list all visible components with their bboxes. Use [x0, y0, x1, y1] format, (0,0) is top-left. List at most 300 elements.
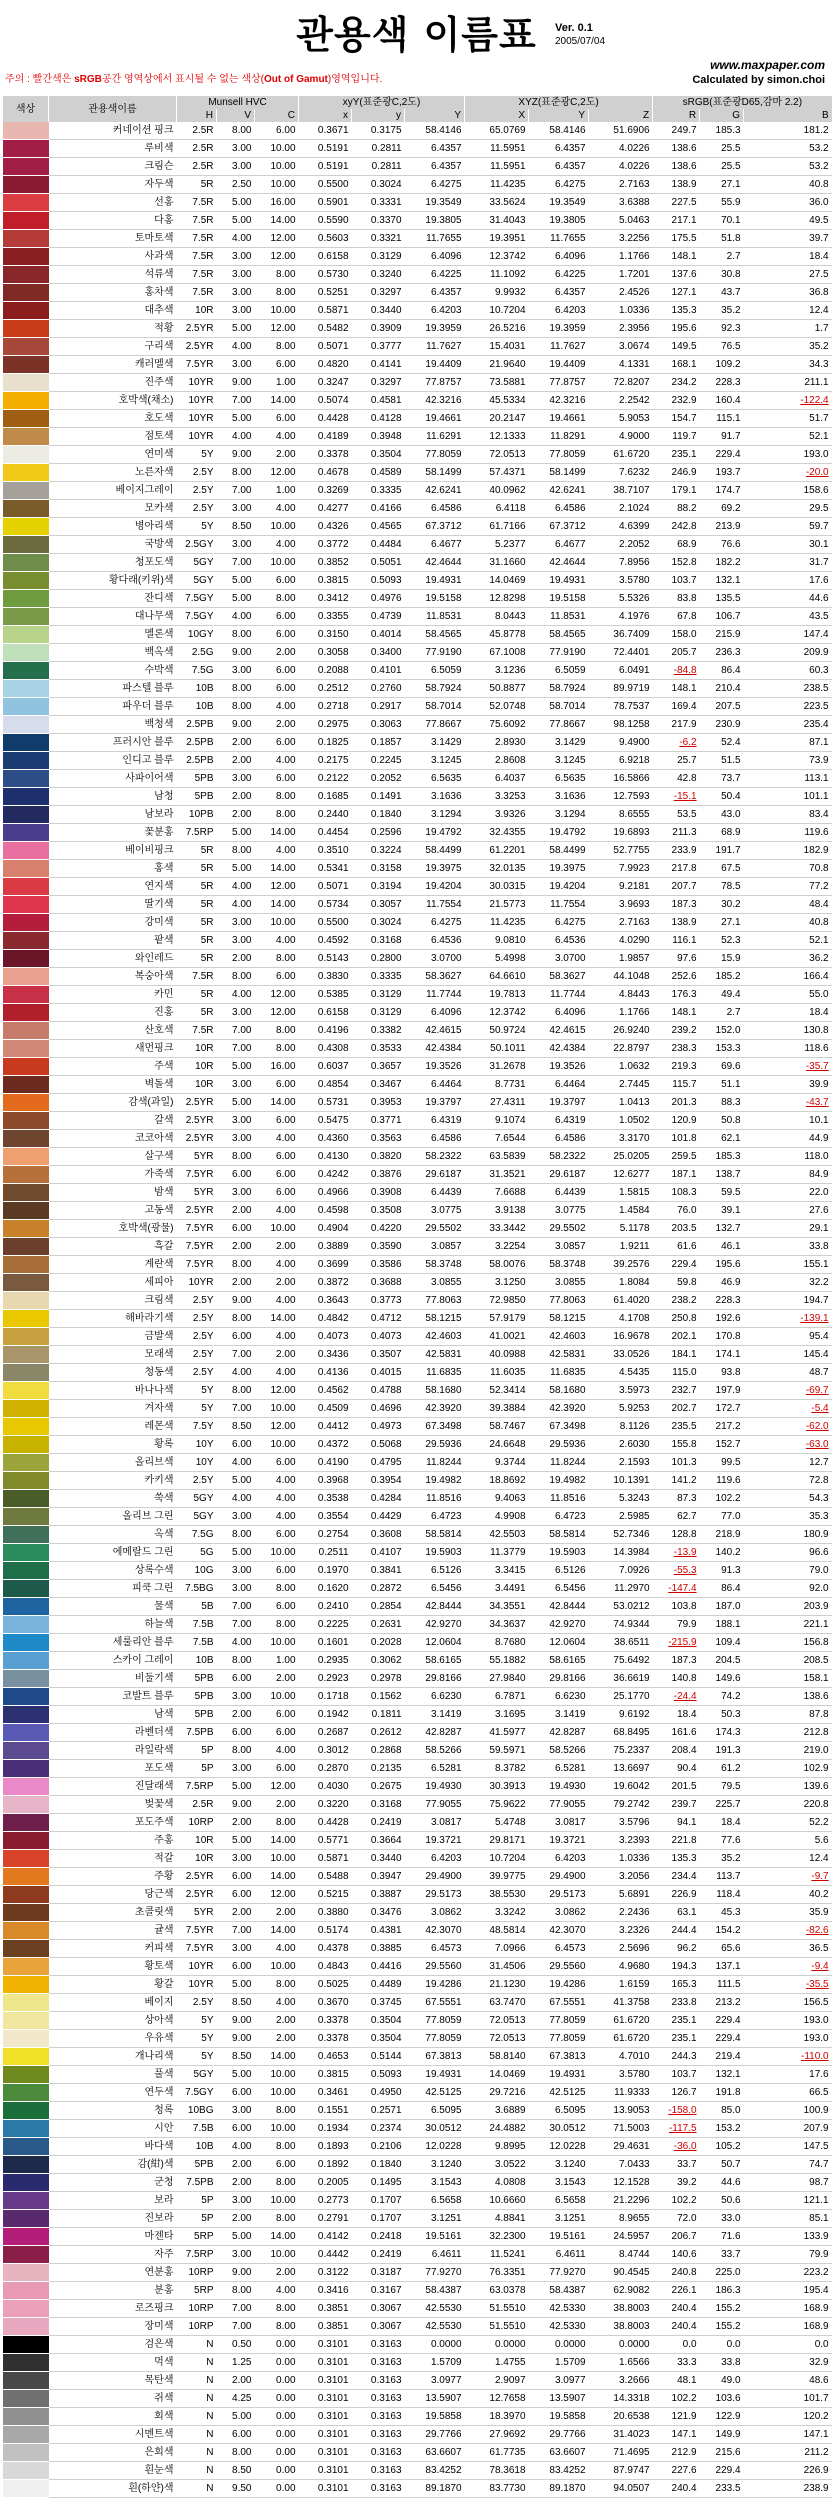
cell-r: 76.0 [653, 1202, 700, 1220]
cell-c: 14.00 [255, 896, 299, 914]
color-swatch [3, 1562, 49, 1580]
color-name: 흰눈색 [49, 2462, 177, 2480]
cell-c: 4.00 [255, 1472, 299, 1490]
cell-Y2: 58.4499 [529, 842, 589, 860]
cell-x: 0.3671 [299, 122, 352, 140]
cell-Y2: 42.4644 [529, 554, 589, 572]
cell-X: 6.7871 [465, 1688, 529, 1706]
cell-X: 21.1230 [465, 1976, 529, 1994]
color-swatch [3, 1778, 49, 1796]
cell-Y: 30.0512 [405, 2120, 465, 2138]
cell-h: 5P [177, 1760, 217, 1778]
cell-Z: 4.0290 [589, 932, 653, 950]
cell-x: 0.4820 [299, 356, 352, 374]
table-row [3, 1040, 832, 1058]
cell-r: 179.1 [653, 482, 700, 500]
cell-g: 52.3 [700, 932, 744, 950]
cell-r: 152.8 [653, 554, 700, 572]
cell-y: 0.2800 [352, 950, 405, 968]
cell-Z: 62.9082 [589, 2282, 653, 2300]
color-swatch [3, 1670, 49, 1688]
color-swatch [3, 2228, 49, 2246]
cell-Z: 52.7346 [589, 1526, 653, 1544]
cell-h: 7.5YR [177, 1256, 217, 1274]
cell-Z: 38.8003 [589, 2318, 653, 2336]
cell-Z: 4.9000 [589, 428, 653, 446]
cell-h: 5B [177, 1598, 217, 1616]
cell-Y: 42.4644 [405, 554, 465, 572]
cell-v: 5.00 [217, 2228, 255, 2246]
color-swatch [3, 2246, 49, 2264]
cell-x: 0.4562 [299, 1382, 352, 1400]
cell-b: 54.3 [744, 1490, 832, 1508]
color-name: 노른자색 [49, 464, 177, 482]
cell-Y: 6.4573 [405, 1940, 465, 1958]
cell-X: 12.3742 [465, 248, 529, 266]
cell-x: 0.1718 [299, 1688, 352, 1706]
cell-g: 76.6 [700, 536, 744, 554]
cell-x: 0.4242 [299, 1166, 352, 1184]
cell-h: 5R [177, 932, 217, 950]
table-row [3, 2264, 832, 2282]
cell-y: 0.2106 [352, 2138, 405, 2156]
cell-X: 10.7204 [465, 302, 529, 320]
cell-b: 119.6 [744, 824, 832, 842]
cell-Z: 3.3170 [589, 1130, 653, 1148]
cell-Y: 0.0000 [405, 2336, 465, 2354]
cell-c: 10.00 [255, 554, 299, 572]
cell-v: 6.00 [217, 1886, 255, 1904]
color-swatch [3, 1688, 49, 1706]
cell-b: 52.2 [744, 1814, 832, 1832]
cell-b: 223.2 [744, 2264, 832, 2282]
color-name: 캐러멜색 [49, 356, 177, 374]
cell-r: 147.1 [653, 2426, 700, 2444]
cell-h: 7.5GY [177, 608, 217, 626]
cell-h: 2.5Y [177, 1994, 217, 2012]
cell-X: 52.0748 [465, 698, 529, 716]
cell-v: 3.00 [217, 662, 255, 680]
cell-c: 8.00 [255, 806, 299, 824]
cell-X: 8.0443 [465, 608, 529, 626]
cell-r: 240.4 [653, 2300, 700, 2318]
cell-b: 40.2 [744, 1886, 832, 1904]
color-swatch [3, 2084, 49, 2102]
table-row [3, 1256, 832, 1274]
cell-Y2: 11.7744 [529, 986, 589, 1004]
cell-X: 3.3242 [465, 1904, 529, 1922]
cell-r: 53.5 [653, 806, 700, 824]
cell-X: 3.3415 [465, 1562, 529, 1580]
cell-X: 63.0378 [465, 2282, 529, 2300]
color-name: 계란색 [49, 1256, 177, 1274]
cell-x: 0.5341 [299, 860, 352, 878]
cell-r: 259.5 [653, 1148, 700, 1166]
color-name: 베이비핑크 [49, 842, 177, 860]
cell-Z: 1.0632 [589, 1058, 653, 1076]
cell-Y2: 67.3498 [529, 1418, 589, 1436]
cell-Y: 3.1245 [405, 752, 465, 770]
cell-h: 7.5YR [177, 1940, 217, 1958]
cell-x: 0.3058 [299, 644, 352, 662]
cell-r: 201.3 [653, 1094, 700, 1112]
cell-v: 3.00 [217, 2102, 255, 2120]
cell-v: 9.00 [217, 2264, 255, 2282]
color-swatch [3, 1256, 49, 1274]
cell-b: -110.0 [744, 2048, 832, 2066]
cell-g: 229.4 [700, 446, 744, 464]
cell-X: 15.4031 [465, 338, 529, 356]
cell-x: 0.4136 [299, 1364, 352, 1382]
cell-X: 18.3970 [465, 2408, 529, 2426]
table-row [3, 1508, 832, 1526]
cell-y: 0.2596 [352, 824, 405, 842]
cell-b: 226.9 [744, 2462, 832, 2480]
cell-c: 2.00 [255, 1796, 299, 1814]
cell-r: 202.7 [653, 1400, 700, 1418]
cell-v: 3.00 [217, 1004, 255, 1022]
cell-Y2: 42.4384 [529, 1040, 589, 1058]
cell-v: 5.00 [217, 2066, 255, 2084]
cell-v: 8.00 [217, 626, 255, 644]
cell-Y2: 3.0857 [529, 1238, 589, 1256]
cell-x: 0.3815 [299, 572, 352, 590]
cell-v: 5.00 [217, 320, 255, 338]
cell-x: 0.3416 [299, 2282, 352, 2300]
table-row [3, 1436, 832, 1454]
cell-X: 75.6092 [465, 716, 529, 734]
cell-b: 73.9 [744, 752, 832, 770]
cell-Y2: 6.4357 [529, 158, 589, 176]
cell-y: 0.3608 [352, 1526, 405, 1544]
cell-h: 7.5R [177, 194, 217, 212]
cell-x: 0.4130 [299, 1148, 352, 1166]
color-swatch [3, 914, 49, 932]
table-row [3, 374, 832, 392]
cell-X: 12.1333 [465, 428, 529, 446]
cell-x: 0.4428 [299, 1814, 352, 1832]
cell-Z: 38.7107 [589, 482, 653, 500]
cell-c: 6.00 [255, 1598, 299, 1616]
cell-X: 21.9640 [465, 356, 529, 374]
color-swatch [3, 2174, 49, 2192]
cell-Y: 6.4677 [405, 536, 465, 554]
color-swatch [3, 1832, 49, 1850]
cell-Y: 19.4931 [405, 572, 465, 590]
cell-g: 70.1 [700, 212, 744, 230]
cell-c: 4.00 [255, 536, 299, 554]
cell-c: 2.00 [255, 1274, 299, 1292]
cell-r: 33.7 [653, 2156, 700, 2174]
cell-Z: 4.7010 [589, 2048, 653, 2066]
color-swatch [3, 2300, 49, 2318]
cell-y: 0.3948 [352, 428, 405, 446]
cell-x: 0.4598 [299, 1202, 352, 1220]
cell-r: 234.2 [653, 374, 700, 392]
cell-c: 0.00 [255, 2390, 299, 2408]
color-name: 고동색 [49, 1202, 177, 1220]
cell-h: 5YR [177, 1184, 217, 1202]
color-name: 군청 [49, 2174, 177, 2192]
cell-Y2: 19.4661 [529, 410, 589, 428]
cell-X: 42.5503 [465, 1526, 529, 1544]
cell-y: 0.4128 [352, 410, 405, 428]
cell-Z: 68.8495 [589, 1724, 653, 1742]
cell-h: 2.5Y [177, 1472, 217, 1490]
color-name: 꽃분홍 [49, 824, 177, 842]
cell-Z: 7.9923 [589, 860, 653, 878]
color-name: 모래색 [49, 1346, 177, 1364]
cell-c: 2.00 [255, 716, 299, 734]
cell-v: 5.00 [217, 212, 255, 230]
cell-g: 86.4 [700, 1580, 744, 1598]
color-swatch [3, 644, 49, 662]
cell-g: 230.9 [700, 716, 744, 734]
cell-v: 5.00 [217, 1778, 255, 1796]
cell-h: 7.5R [177, 248, 217, 266]
color-swatch [3, 752, 49, 770]
cell-v: 3.00 [217, 1580, 255, 1598]
cell-c: 8.00 [255, 284, 299, 302]
cell-Z: 9.2181 [589, 878, 653, 896]
cell-Y2: 89.1870 [529, 2480, 589, 2498]
color-swatch [3, 1022, 49, 1040]
cell-c: 2.00 [255, 2012, 299, 2030]
cell-c: 0.00 [255, 2408, 299, 2426]
cell-Y: 11.6835 [405, 1364, 465, 1382]
cell-r: 244.3 [653, 2048, 700, 2066]
cell-Z: 75.2337 [589, 1742, 653, 1760]
cell-Y2: 42.6241 [529, 482, 589, 500]
cell-Z: 5.5326 [589, 590, 653, 608]
cell-h: 7.5R [177, 284, 217, 302]
cell-x: 0.5071 [299, 878, 352, 896]
cell-Z: 1.4584 [589, 1202, 653, 1220]
cell-x: 0.2687 [299, 1724, 352, 1742]
cell-v: 3.00 [217, 266, 255, 284]
cell-Y: 19.5161 [405, 2228, 465, 2246]
cell-g: 77.0 [700, 1508, 744, 1526]
color-swatch [3, 1634, 49, 1652]
cell-v: 2.00 [217, 734, 255, 752]
cell-y: 0.3163 [352, 2480, 405, 2498]
cell-v: 6.00 [217, 1328, 255, 1346]
cell-x: 0.5143 [299, 950, 352, 968]
cell-c: 8.00 [255, 2318, 299, 2336]
cell-x: 0.1620 [299, 1580, 352, 1598]
cell-Z: 2.7163 [589, 914, 653, 932]
page-header [0, 0, 833, 96]
cell-X: 48.5814 [465, 1922, 529, 1940]
cell-y: 0.3586 [352, 1256, 405, 1274]
color-name: 팥색 [49, 932, 177, 950]
cell-x: 0.4678 [299, 464, 352, 482]
color-swatch [3, 2372, 49, 2390]
cell-g: 115.1 [700, 410, 744, 428]
cell-Z: 1.9857 [589, 950, 653, 968]
cell-x: 0.3968 [299, 1472, 352, 1490]
cell-b: 36.2 [744, 950, 832, 968]
cell-X: 3.6889 [465, 2102, 529, 2120]
cell-r: -15.1 [653, 788, 700, 806]
cell-Z: 79.2742 [589, 1796, 653, 1814]
cell-r: 103.7 [653, 572, 700, 590]
cell-r: 165.3 [653, 1976, 700, 1994]
cell-y: 0.3504 [352, 446, 405, 464]
cell-X: 3.9326 [465, 806, 529, 824]
cell-r: 137.6 [653, 266, 700, 284]
group-header-row [3, 96, 832, 109]
table-row [3, 1022, 832, 1040]
cell-Y2: 58.1215 [529, 1310, 589, 1328]
cell-b: 147.5 [744, 2138, 832, 2156]
cell-r: -55.3 [653, 1562, 700, 1580]
cell-v: 8.00 [217, 1256, 255, 1274]
cell-r: 217.8 [653, 860, 700, 878]
cell-x: 0.6158 [299, 1004, 352, 1022]
cell-h: 2.5PB [177, 752, 217, 770]
cell-r: 25.7 [653, 752, 700, 770]
color-swatch [3, 1364, 49, 1382]
color-name: 커네이션 핑크 [49, 122, 177, 140]
cell-Z: 4.0226 [589, 140, 653, 158]
table-row [3, 2354, 832, 2372]
cell-Y2: 77.9190 [529, 644, 589, 662]
table-row [3, 608, 832, 626]
color-name: 카키색 [49, 1472, 177, 1490]
cell-Y2: 83.4252 [529, 2462, 589, 2480]
cell-Y: 29.5502 [405, 1220, 465, 1238]
cell-X: 32.0135 [465, 860, 529, 878]
cell-r: -36.0 [653, 2138, 700, 2156]
cell-r: 226.1 [653, 2282, 700, 2300]
cell-y: 0.3163 [352, 2462, 405, 2480]
cell-Y: 12.0604 [405, 1634, 465, 1652]
cell-Y2: 19.4930 [529, 1778, 589, 1796]
cell-Y2: 3.0817 [529, 1814, 589, 1832]
cell-Y2: 29.6187 [529, 1166, 589, 1184]
cell-g: 186.3 [700, 2282, 744, 2300]
table-row [3, 1058, 832, 1076]
cell-y: 0.3467 [352, 1076, 405, 1094]
cell-r: 240.8 [653, 2264, 700, 2282]
color-name: 비둘기색 [49, 1670, 177, 1688]
cell-h: 5R [177, 860, 217, 878]
cell-y: 0.3067 [352, 2300, 405, 2318]
cell-x: 0.3670 [299, 1994, 352, 2012]
cell-r: 169.4 [653, 698, 700, 716]
cell-X: 65.0769 [465, 122, 529, 140]
cell-x: 0.3699 [299, 1256, 352, 1274]
cell-b: 118.6 [744, 1040, 832, 1058]
cell-r: 242.8 [653, 518, 700, 536]
cell-b: 22.0 [744, 1184, 832, 1202]
cell-g: 118.4 [700, 1886, 744, 1904]
cell-Z: 36.7409 [589, 626, 653, 644]
cell-X: 3.1250 [465, 1274, 529, 1292]
site-url[interactable]: www.maxpaper.com [710, 58, 825, 72]
color-name: 남색 [49, 1706, 177, 1724]
cell-y: 0.4739 [352, 608, 405, 626]
cell-Y: 58.5266 [405, 1742, 465, 1760]
color-name: 베이지그레이 [49, 482, 177, 500]
table-row [3, 1526, 832, 1544]
cell-Y: 6.4464 [405, 1076, 465, 1094]
cell-h: 2.5GY [177, 536, 217, 554]
cell-x: 0.4904 [299, 1220, 352, 1238]
color-swatch [3, 896, 49, 914]
color-name-table [2, 96, 832, 2498]
cell-Z: 2.7445 [589, 1076, 653, 1094]
cell-c: 6.00 [255, 1760, 299, 1778]
cell-r: 203.5 [653, 1220, 700, 1238]
cell-b: 147.4 [744, 626, 832, 644]
cell-Z: 2.6030 [589, 1436, 653, 1454]
cell-x: 0.5025 [299, 1976, 352, 1994]
cell-Y: 6.5635 [405, 770, 465, 788]
cell-X: 45.5334 [465, 392, 529, 410]
cell-X: 55.1882 [465, 1652, 529, 1670]
cell-v: 2.00 [217, 788, 255, 806]
cell-x: 0.4190 [299, 1454, 352, 1472]
cell-y: 0.4581 [352, 392, 405, 410]
cell-v: 8.00 [217, 2282, 255, 2300]
table-row [3, 1004, 832, 1022]
table-row [3, 1490, 832, 1508]
date-label: 2005/07/04 [555, 36, 606, 47]
version-label: Ver. 0.1 [555, 22, 593, 34]
cell-y: 0.2811 [352, 158, 405, 176]
cell-g: 149.6 [700, 1670, 744, 1688]
cell-h: 10G [177, 1562, 217, 1580]
cell-c: 1.00 [255, 1652, 299, 1670]
cell-b: 156.8 [744, 1634, 832, 1652]
cell-v: 6.00 [217, 2426, 255, 2444]
cell-h: 7.5PB [177, 1724, 217, 1742]
cell-g: 67.5 [700, 860, 744, 878]
color-name: 인디고 블루 [49, 752, 177, 770]
color-swatch [3, 176, 49, 194]
cell-c: 12.00 [255, 1778, 299, 1796]
color-swatch [3, 2264, 49, 2282]
color-name: 라일락색 [49, 1742, 177, 1760]
cell-Z: 6.0491 [589, 662, 653, 680]
cell-X: 2.8608 [465, 752, 529, 770]
cell-Y: 19.4409 [405, 356, 465, 374]
cell-b: 158.1 [744, 1670, 832, 1688]
cell-Y: 58.6165 [405, 1652, 465, 1670]
cell-r: 103.7 [653, 2066, 700, 2084]
cell-h: 7.5B [177, 1616, 217, 1634]
color-name: 갈색 [49, 1112, 177, 1130]
cell-Z: 98.1258 [589, 716, 653, 734]
cell-g: 140.2 [700, 1544, 744, 1562]
cell-y: 0.3129 [352, 986, 405, 1004]
cell-Y: 77.8667 [405, 716, 465, 734]
cell-Z: 9.4900 [589, 734, 653, 752]
cell-b: -43.7 [744, 1094, 832, 1112]
cell-Z: 2.2052 [589, 536, 653, 554]
table-row [3, 1292, 832, 1310]
cell-v: 2.00 [217, 2156, 255, 2174]
cell-x: 0.5482 [299, 320, 352, 338]
cell-v: 3.00 [217, 536, 255, 554]
color-swatch [3, 2102, 49, 2120]
cell-g: 218.9 [700, 1526, 744, 1544]
cell-c: 8.00 [255, 1580, 299, 1598]
table-row [3, 2174, 832, 2192]
cell-c: 10.00 [255, 914, 299, 932]
